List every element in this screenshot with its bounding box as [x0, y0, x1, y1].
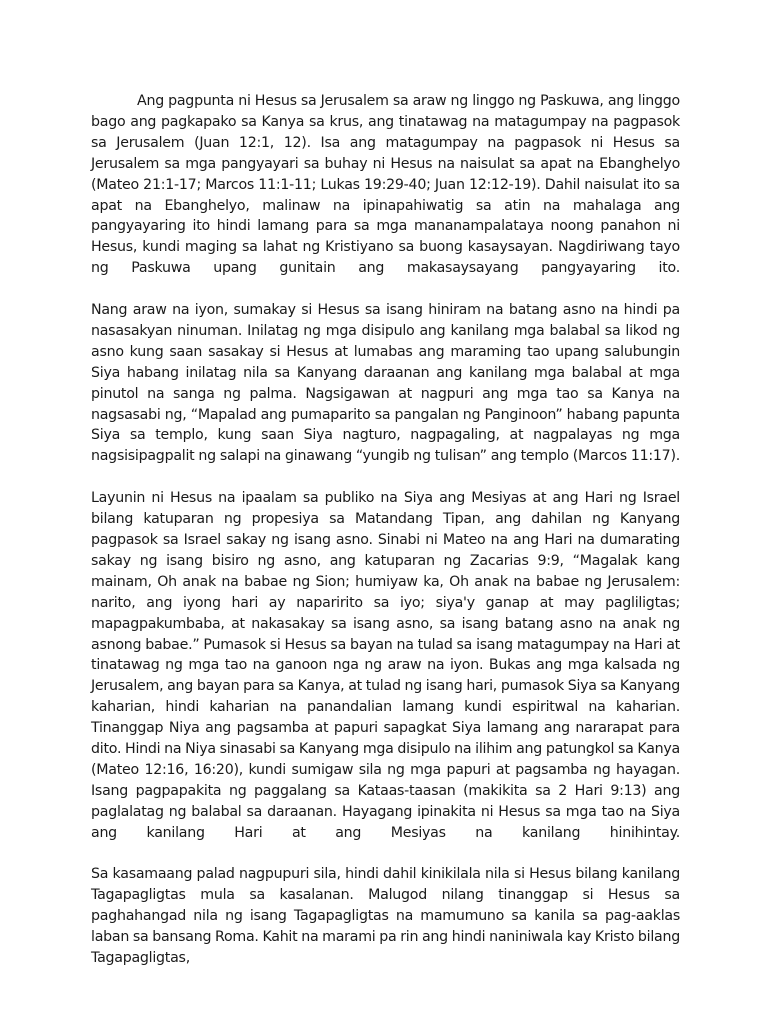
paragraph-1: Ang pagpunta ni Hesus sa Jerusalem sa araw ng linggo ng Paskuwa, ang linggo bago ang pagkapako sa Kanya sa krus, ang tinatawag na matagumpay na pagpasok sa Jerusalem (Juan 12:1, 12). Isa ang matagumpay na pagpasok ni Hesus sa Jerusalem sa mga pangyayari sa buhay ni Hesus na naisulat sa apat na Ebanghelyo (Mateo 21:1-17; Marcos 11:1-11; Lukas 19:29-40; Juan 12:12-19). Dahil naisulat ito sa apat na Ebanghelyo, malinaw na ipinapahiwatig sa atin na mahalaga ang pangyayaring ito hindi lamang para sa mga mananampalataya noong panahon ni Hesus, kundi maging sa lahat ng Kristiyano sa buong kasaysayan. Nagdiriwang tayo ng Paskuwa upang gunitain ang makasaysayang pangyayaring ito.	[91, 93, 680, 277]
paragraph-4: Sa kasamaang palad nagpupuri sila, hindi dahil kinikilala nila si Hesus bilang kanilang Tagapagligtas mula sa kasalanan. Malugod nilang tinanggap si Hesus sa paghahangad nila ng isang Tagapagligtas na mamumuno sa kanila sa pag-aaklas laban sa bansang Roma. Kahit na marami pa rin ang hindi naniniwala kay Kristo bilang Tagapagligtas,	[91, 866, 680, 967]
paragraph-3: Layunin ni Hesus na ipaalam sa publiko na Siya ang Mesiyas at ang Hari ng Israel bilang katuparan ng propesiya sa Matandang Tipan, ang dahilan ng Kanyang pagpasok sa Israel sakay ng isang asno. Sinabi ni Mateo na ang Hari na dumarating sakay ng isang bisiro ng asno, ang katuparan ng Zacarias 9:9, “Magalak kang mainam, Oh anak na babae ng Sion; humiyaw ka, Oh anak na babae ng Jerusalem: narito, ang iyong hari ay naparirito sa iyo; siya'y ganap at may pagliligtas; mapagpakumbaba, at nakasakay sa isang asno, sa isang batang asno na anak ng asnong babae.” Pumasok si Hesus sa bayan na tulad sa isang matagumpay na Hari at tinatawag ng mga tao na ganoon nga ng araw na iyon. Bukas ang mga kalsada ng Jerusalem, ang bayan para sa Kanya, at tulad ng isang hari, pumasok Siya sa Kanyang kaharian, hindi kaharian na panandalian lamang kundi espiritwal na kaharian. Tinanggap Niya ang pagsamba at papuri sapagkat Siya lamang ang nararapat para dito. Hindi na Niya sinasabi sa Kanyang mga disipulo na ilihim ang patungkol sa Kanya (Mateo 12:16, 16:20), kundi sumigaw sila ng mga papuri at pagsamba ng hayagan. Isang pagpapakita ng paggalang sa Kataas-taasan (makikita sa 2 Hari 9:13) ang paglalatag ng balabal sa daraanan. Hayagang ipinakita ni Hesus sa mga tao na Siya ang kanilang Hari at ang Mesiyas na kanilang hinihintay.	[91, 490, 680, 841]
paragraph-2: Nang araw na iyon, sumakay si Hesus sa isang hiniram na batang asno na hindi pa nasasakyan ninuman. Inilatag ng mga disipulo ang kanilang mga balabal sa likod ng asno kung saan sasakay si Hesus at lumabas ang maraming tao upang salubungin Siya habang inilatag nila sa Kanyang daraanan ang kanilang mga balabal at mga pinutol na sanga ng palma. Nagsigawan at nagpuri ang mga tao sa Kanya na nagsasabi ng, “Mapalad ang pumaparito sa pangalan ng Panginoon” habang papunta Siya sa templo, kung saan Siya nagturo, nagpagaling, at nagpalayas ng mga nagsisipagpalit ng salapi na ginawang “yungib ng tulisan” ang templo (Marcos 11:17).	[91, 302, 680, 465]
document-page	[91, 91, 680, 990]
